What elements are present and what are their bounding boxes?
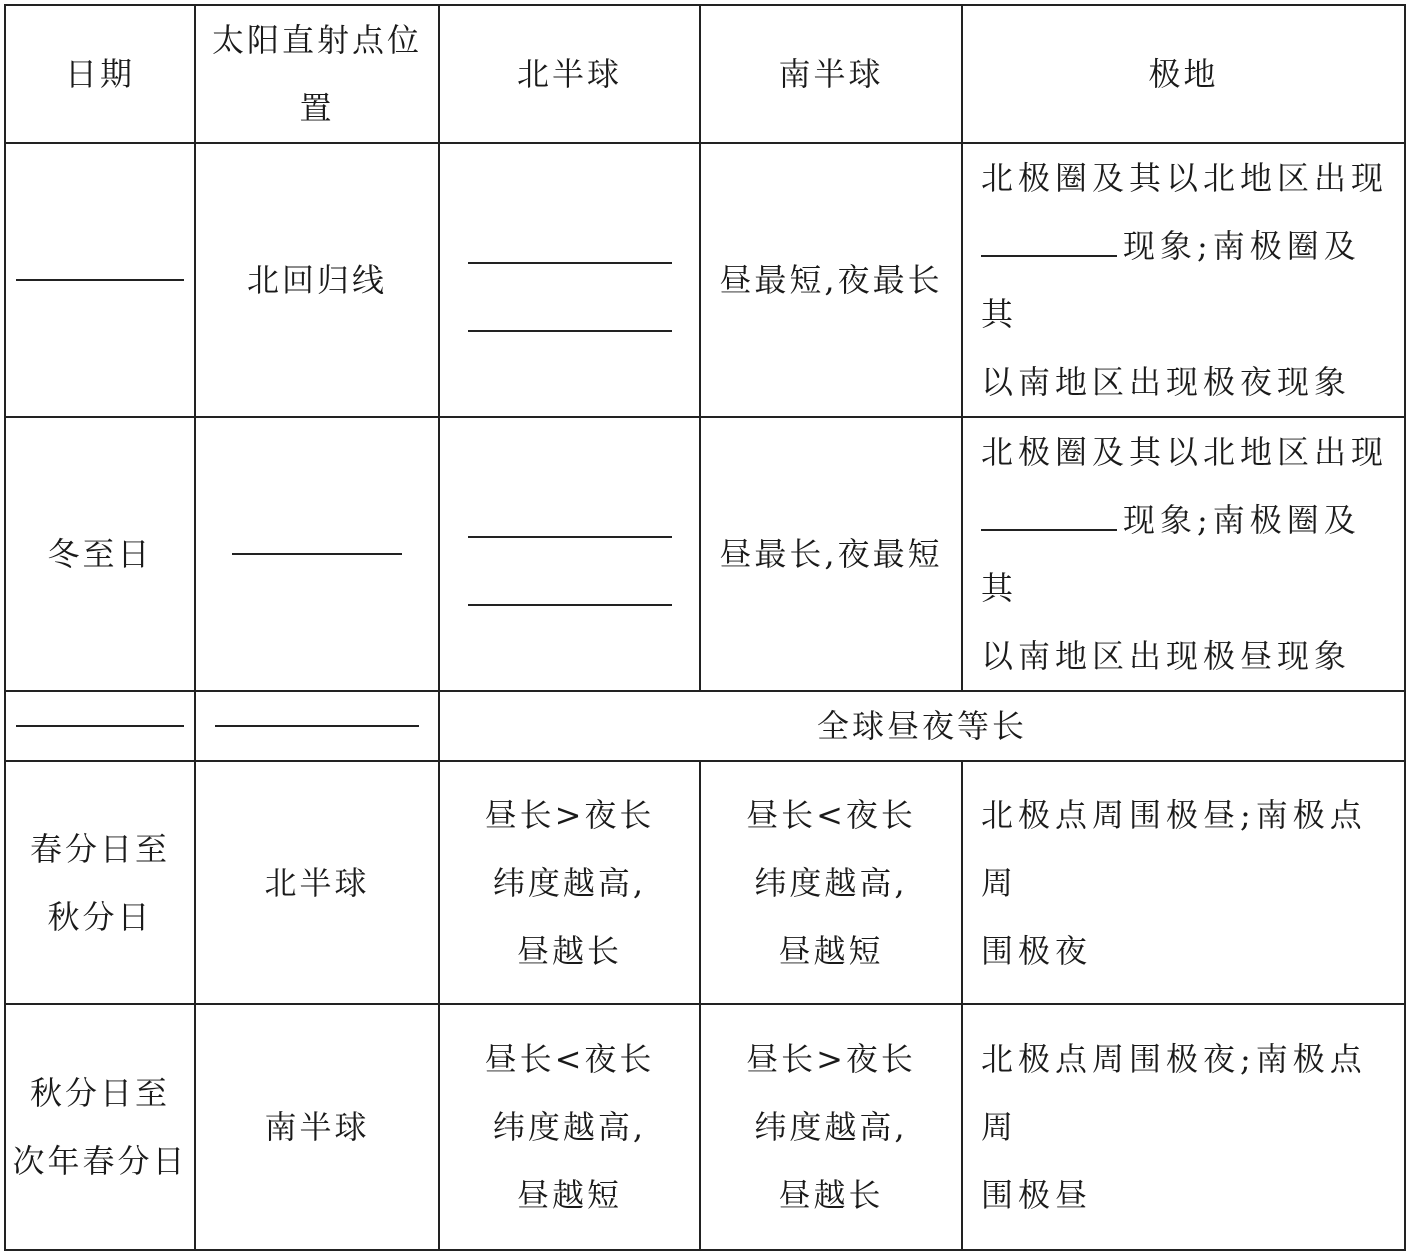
- table-header-row: [5, 5, 1405, 143]
- south-line: 昼长<夜长: [746, 795, 916, 834]
- north-line: 昼长<夜长: [484, 1040, 655, 1078]
- north-line: 昼越长: [516, 931, 622, 970]
- south-line: 纬度越高,: [754, 863, 908, 902]
- south-line: 纬度越高,: [754, 1108, 908, 1146]
- fill-blank-north-1[interactable]: [468, 262, 672, 264]
- polar-line-1: 北极圈及其以北地区出现: [981, 159, 1389, 197]
- south-line: 昼越长: [778, 1176, 884, 1214]
- date-cell: 冬至日: [5, 417, 195, 691]
- location-cell: [195, 691, 439, 761]
- header-polar: 极地: [962, 5, 1405, 143]
- location-cell: [195, 417, 439, 691]
- polar-line-2: [981, 486, 1390, 622]
- table-row: [5, 417, 1405, 691]
- header-north: 北半球: [439, 5, 700, 143]
- table-row: [5, 1004, 1405, 1250]
- south-line: 昼长>夜长: [746, 1040, 916, 1078]
- polar-cell: [962, 417, 1405, 691]
- fill-blank-north-2[interactable]: [468, 604, 672, 606]
- header-location: 太阳直射点位置: [195, 5, 439, 143]
- header-date: 日期: [5, 5, 195, 143]
- south-cell: [700, 761, 962, 1004]
- south-cell: 昼最短,夜最长: [700, 143, 962, 417]
- north-cell: [439, 1004, 700, 1250]
- north-line: 纬度越高,: [492, 1108, 647, 1146]
- date-line-1: 秋分日至: [29, 1074, 170, 1112]
- fill-blank-polar[interactable]: [981, 529, 1117, 531]
- south-cell: [700, 1004, 962, 1250]
- date-line-2: 秋分日: [47, 897, 153, 936]
- table-row: [5, 143, 1405, 417]
- solar-position-table: [4, 4, 1406, 1251]
- polar-cell: [962, 761, 1405, 1004]
- north-line: 昼长>夜长: [484, 795, 655, 834]
- fill-blank-polar[interactable]: [981, 255, 1117, 257]
- polar-line-2-text: 现象;南极圈及其: [981, 501, 1361, 607]
- fill-blank-north-1[interactable]: [468, 536, 672, 538]
- date-line-2: 次年春分日: [12, 1142, 188, 1180]
- polar-line-2: 围极昼: [981, 1176, 1093, 1214]
- header-south: 南半球: [700, 5, 962, 143]
- polar-line-2-text: 现象;南极圈及其: [981, 227, 1361, 333]
- fill-blank-location[interactable]: [215, 725, 419, 727]
- location-cell: 北半球: [195, 761, 439, 1004]
- date-cell: [5, 761, 195, 1004]
- polar-cell: [962, 143, 1405, 417]
- polar-line-2: [981, 212, 1390, 348]
- location-cell: 北回归线: [195, 143, 439, 417]
- table-row: [5, 691, 1405, 761]
- south-cell: 昼最长,夜最短: [700, 417, 962, 691]
- fill-blank-date[interactable]: [16, 279, 184, 281]
- date-line-1: 春分日至: [29, 829, 170, 868]
- date-cell: [5, 691, 195, 761]
- polar-line-1: 北极点周围极昼;南极点周: [981, 795, 1367, 902]
- polar-line-1: 北极圈及其以北地区出现: [981, 433, 1389, 471]
- north-line: 昼越短: [516, 1176, 622, 1214]
- polar-line-3: 以南地区出现极夜现象: [981, 363, 1352, 401]
- polar-line-1: 北极点周围极夜;南极点周: [981, 1040, 1367, 1146]
- merged-cell: 全球昼夜等长: [439, 691, 1405, 761]
- date-cell: [5, 143, 195, 417]
- polar-line-2: 围极夜: [981, 931, 1093, 970]
- table-row: [5, 761, 1405, 1004]
- north-line: 纬度越高,: [492, 863, 647, 902]
- north-cell: [439, 761, 700, 1004]
- north-cell: [439, 143, 700, 417]
- south-line: 昼越短: [778, 931, 884, 970]
- polar-cell: [962, 1004, 1405, 1250]
- fill-blank-date[interactable]: [16, 725, 184, 727]
- fill-blank-location[interactable]: [232, 553, 402, 555]
- date-cell: [5, 1004, 195, 1250]
- north-cell: [439, 417, 700, 691]
- fill-blank-north-2[interactable]: [468, 330, 672, 332]
- location-cell: 南半球: [195, 1004, 439, 1250]
- polar-line-3: 以南地区出现极昼现象: [981, 637, 1352, 675]
